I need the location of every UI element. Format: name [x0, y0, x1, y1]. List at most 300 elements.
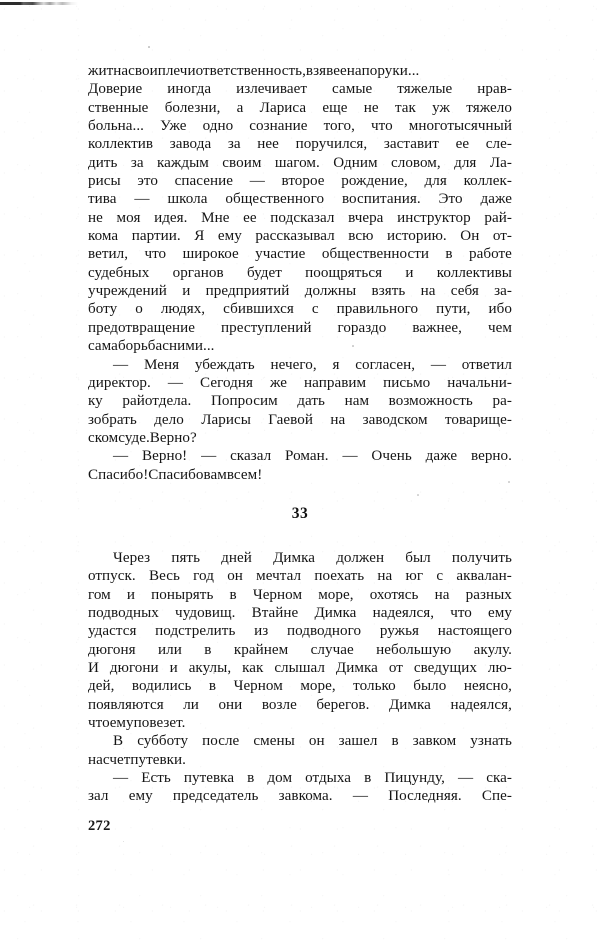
word: рисы [88, 173, 121, 190]
word: дюгони [109, 660, 159, 677]
word: возможность [388, 393, 473, 410]
word: сведущих [413, 660, 477, 677]
word: — [113, 448, 129, 465]
word: Димка [314, 605, 357, 622]
word: жит [88, 63, 114, 79]
word: предотвращение [88, 319, 195, 336]
word: о [135, 301, 143, 318]
text-line [88, 282, 512, 300]
word: Уже [160, 118, 187, 135]
word: в [208, 678, 217, 695]
word: море, [318, 586, 354, 603]
word: Ла- [489, 154, 512, 171]
word: должны [304, 283, 357, 300]
word: дать [297, 393, 325, 410]
word: ветил, [88, 246, 129, 263]
word: заводском [362, 411, 428, 428]
word: лю- [487, 660, 512, 677]
word: гом [88, 586, 111, 603]
word: чем [487, 319, 512, 336]
text-line [88, 356, 512, 374]
text-line [88, 227, 512, 245]
word: председатель [172, 788, 259, 805]
word: всем! [226, 466, 263, 483]
word: ее [455, 136, 470, 153]
word: Верно? [149, 429, 197, 446]
word: рассказывал [255, 228, 335, 245]
text-line [88, 411, 512, 429]
text-line [88, 374, 512, 392]
word: охотясь [369, 586, 419, 603]
word: насчет [88, 751, 131, 768]
word: за [130, 154, 144, 171]
paragraph-saturday-zavkom [88, 732, 512, 769]
word: излечивает [236, 81, 308, 98]
word: будет [246, 264, 282, 281]
word: органов [172, 264, 224, 281]
word: они [218, 696, 243, 713]
text-line [88, 696, 512, 714]
word: кома [88, 228, 119, 245]
text-line [88, 209, 512, 227]
word: боту [88, 301, 118, 318]
word: партии. [131, 228, 181, 245]
word: Есть [141, 770, 171, 787]
text-line [88, 447, 512, 465]
word: на [434, 586, 450, 603]
word: должен [336, 550, 385, 566]
word: вчера [348, 209, 384, 226]
word: отдыха [305, 770, 352, 787]
word: мечтал [256, 568, 302, 585]
word: иногда [167, 81, 212, 98]
word: отпуск. [88, 568, 136, 585]
word: за [227, 136, 241, 153]
word: учреждений [88, 283, 167, 300]
word: Втайне [251, 605, 299, 622]
word: в [391, 733, 399, 750]
word: Черном [233, 678, 283, 695]
word: нрав- [477, 81, 512, 98]
word: было [413, 678, 447, 695]
word: школа [167, 191, 208, 208]
word: убеждать [194, 356, 255, 373]
word: больна... [88, 118, 144, 135]
word: что [450, 605, 472, 622]
word: В [113, 733, 124, 750]
word: на [377, 568, 393, 585]
word: а [236, 99, 244, 116]
word: — [167, 374, 184, 391]
word: тива [88, 191, 117, 208]
word: историю. [386, 228, 447, 245]
scan-speck [148, 46, 150, 48]
word: акулы, [188, 660, 232, 677]
word: крайнем [233, 641, 289, 658]
word: завода [169, 136, 212, 153]
word: на [330, 411, 346, 428]
word: нам [344, 393, 370, 410]
text-line [88, 466, 512, 484]
text-line [88, 245, 512, 263]
word: зобрать [88, 411, 137, 428]
text-line [88, 751, 512, 769]
word: пять [171, 550, 201, 566]
word: и [126, 586, 136, 603]
text-line [88, 732, 512, 750]
word: еще [322, 99, 348, 116]
word: удастся [88, 623, 137, 640]
word: рай- [484, 209, 512, 226]
word: что [144, 246, 167, 263]
word: рождение, [341, 173, 408, 190]
word: в [204, 641, 212, 658]
word: Последняя. [388, 788, 462, 805]
word: завком [412, 733, 457, 750]
word: ему [217, 228, 242, 245]
word: — [457, 770, 474, 787]
word: людях, [160, 301, 206, 318]
word: берегов. [316, 696, 370, 713]
paragraph-dimka-vacation [88, 549, 512, 732]
word: поручился, [295, 136, 368, 153]
word: случае [310, 641, 354, 658]
word: моя [116, 209, 141, 226]
word: Одним [333, 154, 378, 171]
text-line [88, 622, 512, 640]
text-line [88, 99, 512, 117]
word: чудовищ. [175, 605, 236, 622]
word: субботу [137, 733, 189, 750]
word: каждым [156, 154, 209, 171]
word: согласен, [355, 356, 416, 373]
word: это [137, 173, 158, 190]
word: акулу. [473, 641, 512, 658]
word: Пицунду, [384, 770, 445, 787]
word: появляются [88, 696, 164, 713]
text-line [88, 586, 512, 604]
word: я [332, 356, 340, 373]
word: в [364, 770, 372, 787]
word: воспитания. [341, 191, 421, 208]
text-line [88, 172, 512, 190]
word: Димка [388, 696, 431, 713]
word: начальни- [447, 374, 512, 391]
word: юг [405, 568, 424, 585]
word: он [227, 568, 243, 585]
word: море, [300, 678, 336, 695]
word: как [242, 660, 264, 677]
word: Спасибо [148, 466, 204, 483]
word: взяв [305, 63, 334, 79]
word: словом, [390, 154, 441, 171]
word: дюгоня [88, 641, 136, 658]
word: дить [88, 154, 118, 171]
word: Мне [201, 209, 230, 226]
word: в [229, 586, 237, 603]
word: понырять [151, 586, 214, 603]
word: Весь [148, 568, 180, 585]
word: — [201, 448, 217, 465]
text-line [88, 604, 512, 622]
scan-speck [123, 841, 124, 842]
word: работе [469, 246, 512, 263]
word: настоящего [437, 623, 512, 640]
word: ему [128, 788, 153, 805]
word: Димка [335, 660, 378, 677]
word: многотысячный [408, 118, 512, 135]
word: Роман. [285, 448, 329, 465]
word: в [445, 246, 453, 263]
word: смены [253, 733, 295, 750]
word: коллектив [88, 136, 154, 153]
word: райотдела. [122, 393, 192, 410]
word: судебных [88, 264, 150, 281]
word: Ларисы [201, 411, 251, 428]
word: или [158, 641, 182, 658]
word: тяжелые [397, 81, 453, 98]
paragraph-dialogue-director [88, 356, 512, 448]
word: из [254, 623, 269, 640]
word: для [424, 173, 447, 190]
text-line [88, 300, 512, 318]
word: важнее, [412, 319, 462, 336]
word: на [346, 63, 362, 79]
word: Доверие [88, 81, 143, 98]
word: сле- [485, 136, 512, 153]
word: Попросим [210, 393, 278, 410]
word: широкое [182, 246, 239, 263]
word: за- [494, 283, 512, 300]
word: водились [131, 678, 192, 695]
word: путевки. [130, 751, 187, 768]
text-line [88, 392, 512, 410]
word: свои [128, 63, 158, 79]
word: что [88, 715, 110, 732]
word: разных [465, 586, 512, 603]
word: шагом. [274, 154, 320, 171]
word: ответственность, [195, 63, 306, 79]
word: сама [88, 338, 118, 355]
word: ему [109, 715, 134, 732]
word: дом [267, 770, 293, 787]
word: Очень [371, 448, 412, 465]
word: идея. [154, 209, 188, 226]
word: заставит [383, 136, 439, 153]
word: надеялся, [372, 605, 435, 622]
text-line [88, 677, 512, 695]
word: Я [194, 228, 205, 245]
word: коллективы [436, 264, 512, 281]
word: для [454, 154, 477, 171]
word: надеялся, [450, 696, 512, 713]
word: и [182, 283, 191, 300]
word: коллек- [463, 173, 512, 190]
word: письмо [383, 374, 431, 391]
word: — [430, 356, 446, 373]
word: суде. [118, 429, 150, 446]
word: ее [333, 63, 347, 79]
word: дей, [88, 678, 115, 695]
text-line [88, 80, 512, 98]
text-line [88, 62, 512, 80]
paragraph-dialogue-chairman [88, 769, 512, 806]
word: повезет. [133, 715, 186, 732]
word: подводного [286, 623, 362, 640]
word: ибо [488, 301, 512, 318]
word: ружья [379, 623, 420, 640]
word: общественности [321, 246, 429, 263]
word: от- [492, 228, 512, 245]
word: ними... [169, 338, 215, 355]
word: дело [154, 411, 184, 428]
word: получить [451, 550, 512, 566]
word: и [405, 264, 414, 281]
word: на [113, 63, 129, 79]
word: — [352, 788, 368, 805]
word: Лариса [259, 99, 307, 116]
word: общественного [225, 191, 325, 208]
text-line [88, 549, 512, 567]
text-column-upper [88, 62, 512, 484]
text-column-lower [88, 549, 512, 806]
text-line [88, 714, 512, 732]
word: И [88, 660, 99, 677]
word: от [388, 660, 403, 677]
word: ственные [88, 99, 149, 116]
word: аквалан- [456, 568, 512, 585]
word: не [363, 99, 379, 116]
word: Спе- [481, 788, 512, 805]
word: ска- [486, 770, 512, 787]
word: Сегодня [200, 374, 253, 391]
word: взять [371, 283, 406, 300]
word: небольшую [376, 641, 452, 658]
word: слышал [274, 660, 325, 677]
word: Верно! [141, 448, 188, 465]
word: — [249, 173, 265, 190]
word: неясно, [463, 678, 512, 695]
word: с [436, 568, 444, 585]
word: поехать [314, 568, 365, 585]
text-line [88, 659, 512, 677]
word: — [113, 770, 129, 787]
text-line [88, 567, 512, 585]
word: ку [88, 393, 103, 410]
text-line [88, 429, 512, 447]
word: только [353, 678, 396, 695]
word: тяжело [466, 99, 512, 116]
word: второе [281, 173, 325, 190]
word: направим [304, 374, 367, 391]
word: завкома. [278, 788, 333, 805]
word: был [405, 550, 431, 566]
word: себя [450, 283, 479, 300]
word: директор. [88, 374, 151, 391]
scan-speck [417, 494, 419, 496]
word: сбившихся [223, 301, 294, 318]
word: Через [113, 550, 151, 566]
word: не [88, 209, 103, 226]
word: — [113, 356, 129, 373]
word: на [420, 283, 436, 300]
word: вам [203, 466, 227, 483]
word: Черном [252, 586, 303, 603]
word: верно. [471, 448, 512, 465]
text-line [88, 264, 512, 282]
word: ее [243, 209, 257, 226]
word: так [394, 99, 416, 116]
word: инструктор [397, 209, 471, 226]
word: что [370, 118, 393, 135]
word: ли [183, 696, 199, 713]
word: ответил [461, 356, 512, 373]
word: поруки... [361, 63, 420, 79]
word: Димка [273, 550, 316, 566]
word: и [169, 660, 178, 677]
word: Он [460, 228, 480, 245]
word: — [342, 448, 358, 465]
word: после [202, 733, 240, 750]
word: возле [261, 696, 297, 713]
word: сознание [249, 118, 308, 135]
word: — [134, 191, 150, 208]
scan-edge-artifact [0, 2, 78, 5]
text-line [88, 641, 512, 659]
word: подстрелить [155, 623, 236, 640]
word: самые [332, 81, 373, 98]
page-number-folio: 272 [88, 818, 111, 834]
word: ском [88, 429, 119, 446]
word: Это [438, 191, 463, 208]
word: участие [255, 246, 306, 263]
text-line [88, 190, 512, 208]
word: год [193, 568, 214, 585]
text-line [88, 117, 512, 135]
word: Меня [143, 356, 180, 373]
text-line [88, 319, 512, 337]
word: предприятий [205, 283, 290, 300]
word: Гаевой [268, 411, 313, 428]
word: с [162, 338, 170, 355]
word: одно [202, 118, 234, 135]
word: того, [323, 118, 355, 135]
word: гораздо [337, 319, 387, 336]
word: узнать [470, 733, 512, 750]
word: поощряться [305, 264, 383, 281]
paragraph-dialogue-roman [88, 447, 512, 484]
word: даже [425, 448, 458, 465]
word: борьба [117, 338, 163, 355]
chapter-number-heading: 33 [291, 505, 309, 522]
word: сказал [230, 448, 272, 465]
word: своим [222, 154, 262, 171]
word: ра- [492, 393, 512, 410]
word: уж [432, 99, 451, 116]
word: в [247, 770, 255, 787]
paragraph-continuation [88, 62, 512, 356]
word: болезни, [164, 99, 221, 116]
text-line [88, 135, 512, 153]
word: товарище- [444, 411, 512, 428]
word: нечего, [270, 356, 317, 373]
word: нее [257, 136, 279, 153]
word: путевка [183, 770, 235, 787]
word: плечи [157, 63, 196, 79]
text-line [88, 769, 512, 787]
word: подсказал [270, 209, 335, 226]
word: Спасибо! [88, 466, 149, 483]
